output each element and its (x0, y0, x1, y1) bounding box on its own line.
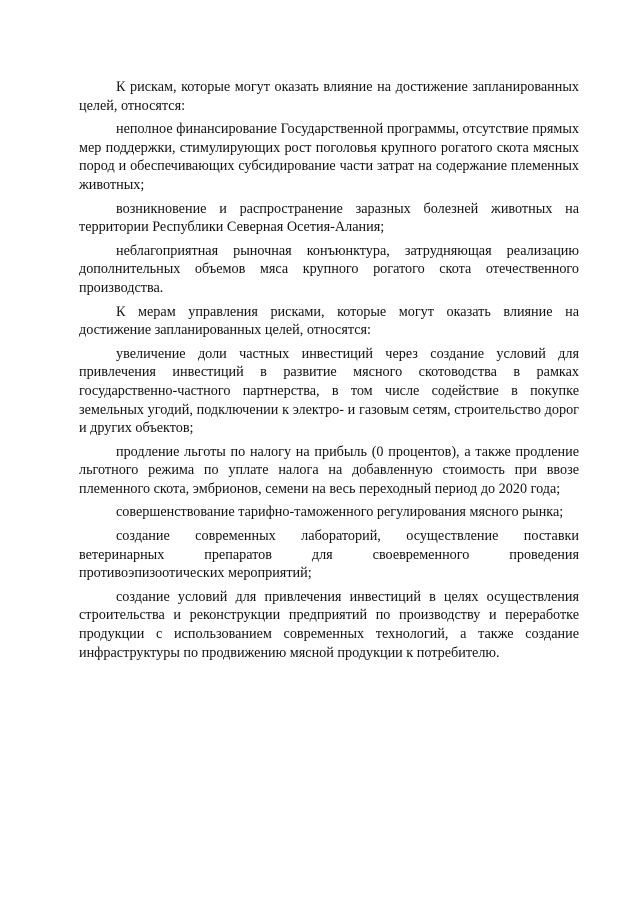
document-body (79, 78, 579, 662)
paragraph-risk-financing: неполное финансирование Государственной программы, отсутствие прямых мер поддержки, стимулирующих рост поголовья крупного рогатого скота мясных пород и обеспечивающих субсидирование части затрат на содержание племенных животных; (79, 121, 579, 193)
paragraph-measure-investments: увеличение доли частных инвестиций через создание условий для привлечения инвестиций в развитие мясного скотоводства в рамках государственно-частного партнерства, в том числе содействие в покупке земельных угодий, подключении к электро- и газовым сетям, строительство дорог и других объектов; (79, 345, 579, 437)
paragraph-measure-tax: продление льготы по налогу на прибыль (0 процентов), а также продление льготного режима по уплате налога на добавленную стоимость при ввозе племенного скота, эмбрионов, семени на весь переходный период до 2020 года; (79, 443, 579, 497)
paragraph-measure-infrastructure: создание условий для привлечения инвестиций в целях осуществления строительства и реконструкции предприятий по производству и переработке продукции с использованием современных технологий, а также создание инфраструктуры по продвижению мясной продукции к потребителю. (79, 588, 579, 661)
paragraph-risks-intro: К рискам, которые могут оказать влияние на достижение запланированных целей, относятся: (79, 79, 579, 114)
paragraph-measures-intro: К мерам управления рисками, которые могут оказать влияние на достижение запланированных целей, относятся: (79, 303, 579, 339)
paragraph-measure-laboratories: создание современных лабораторий, осуществление поставки ветеринарных препаратов для своевременного проведения противоэпизоотических мероприятий; (79, 528, 579, 582)
paragraph-measure-tariff: совершенствование тарифно-таможенного регулирования мясного рынка; (116, 504, 564, 521)
paragraph-risk-market: неблагоприятная рыночная конъюнктура, затрудняющая реализацию дополнительных объемов мяса крупного рогатого скота отечественного производства. (79, 242, 579, 296)
paragraph-risk-diseases: возникновение и распространение заразных болезней животных на территории Республики Северная Осетия-Алания; (79, 200, 579, 236)
